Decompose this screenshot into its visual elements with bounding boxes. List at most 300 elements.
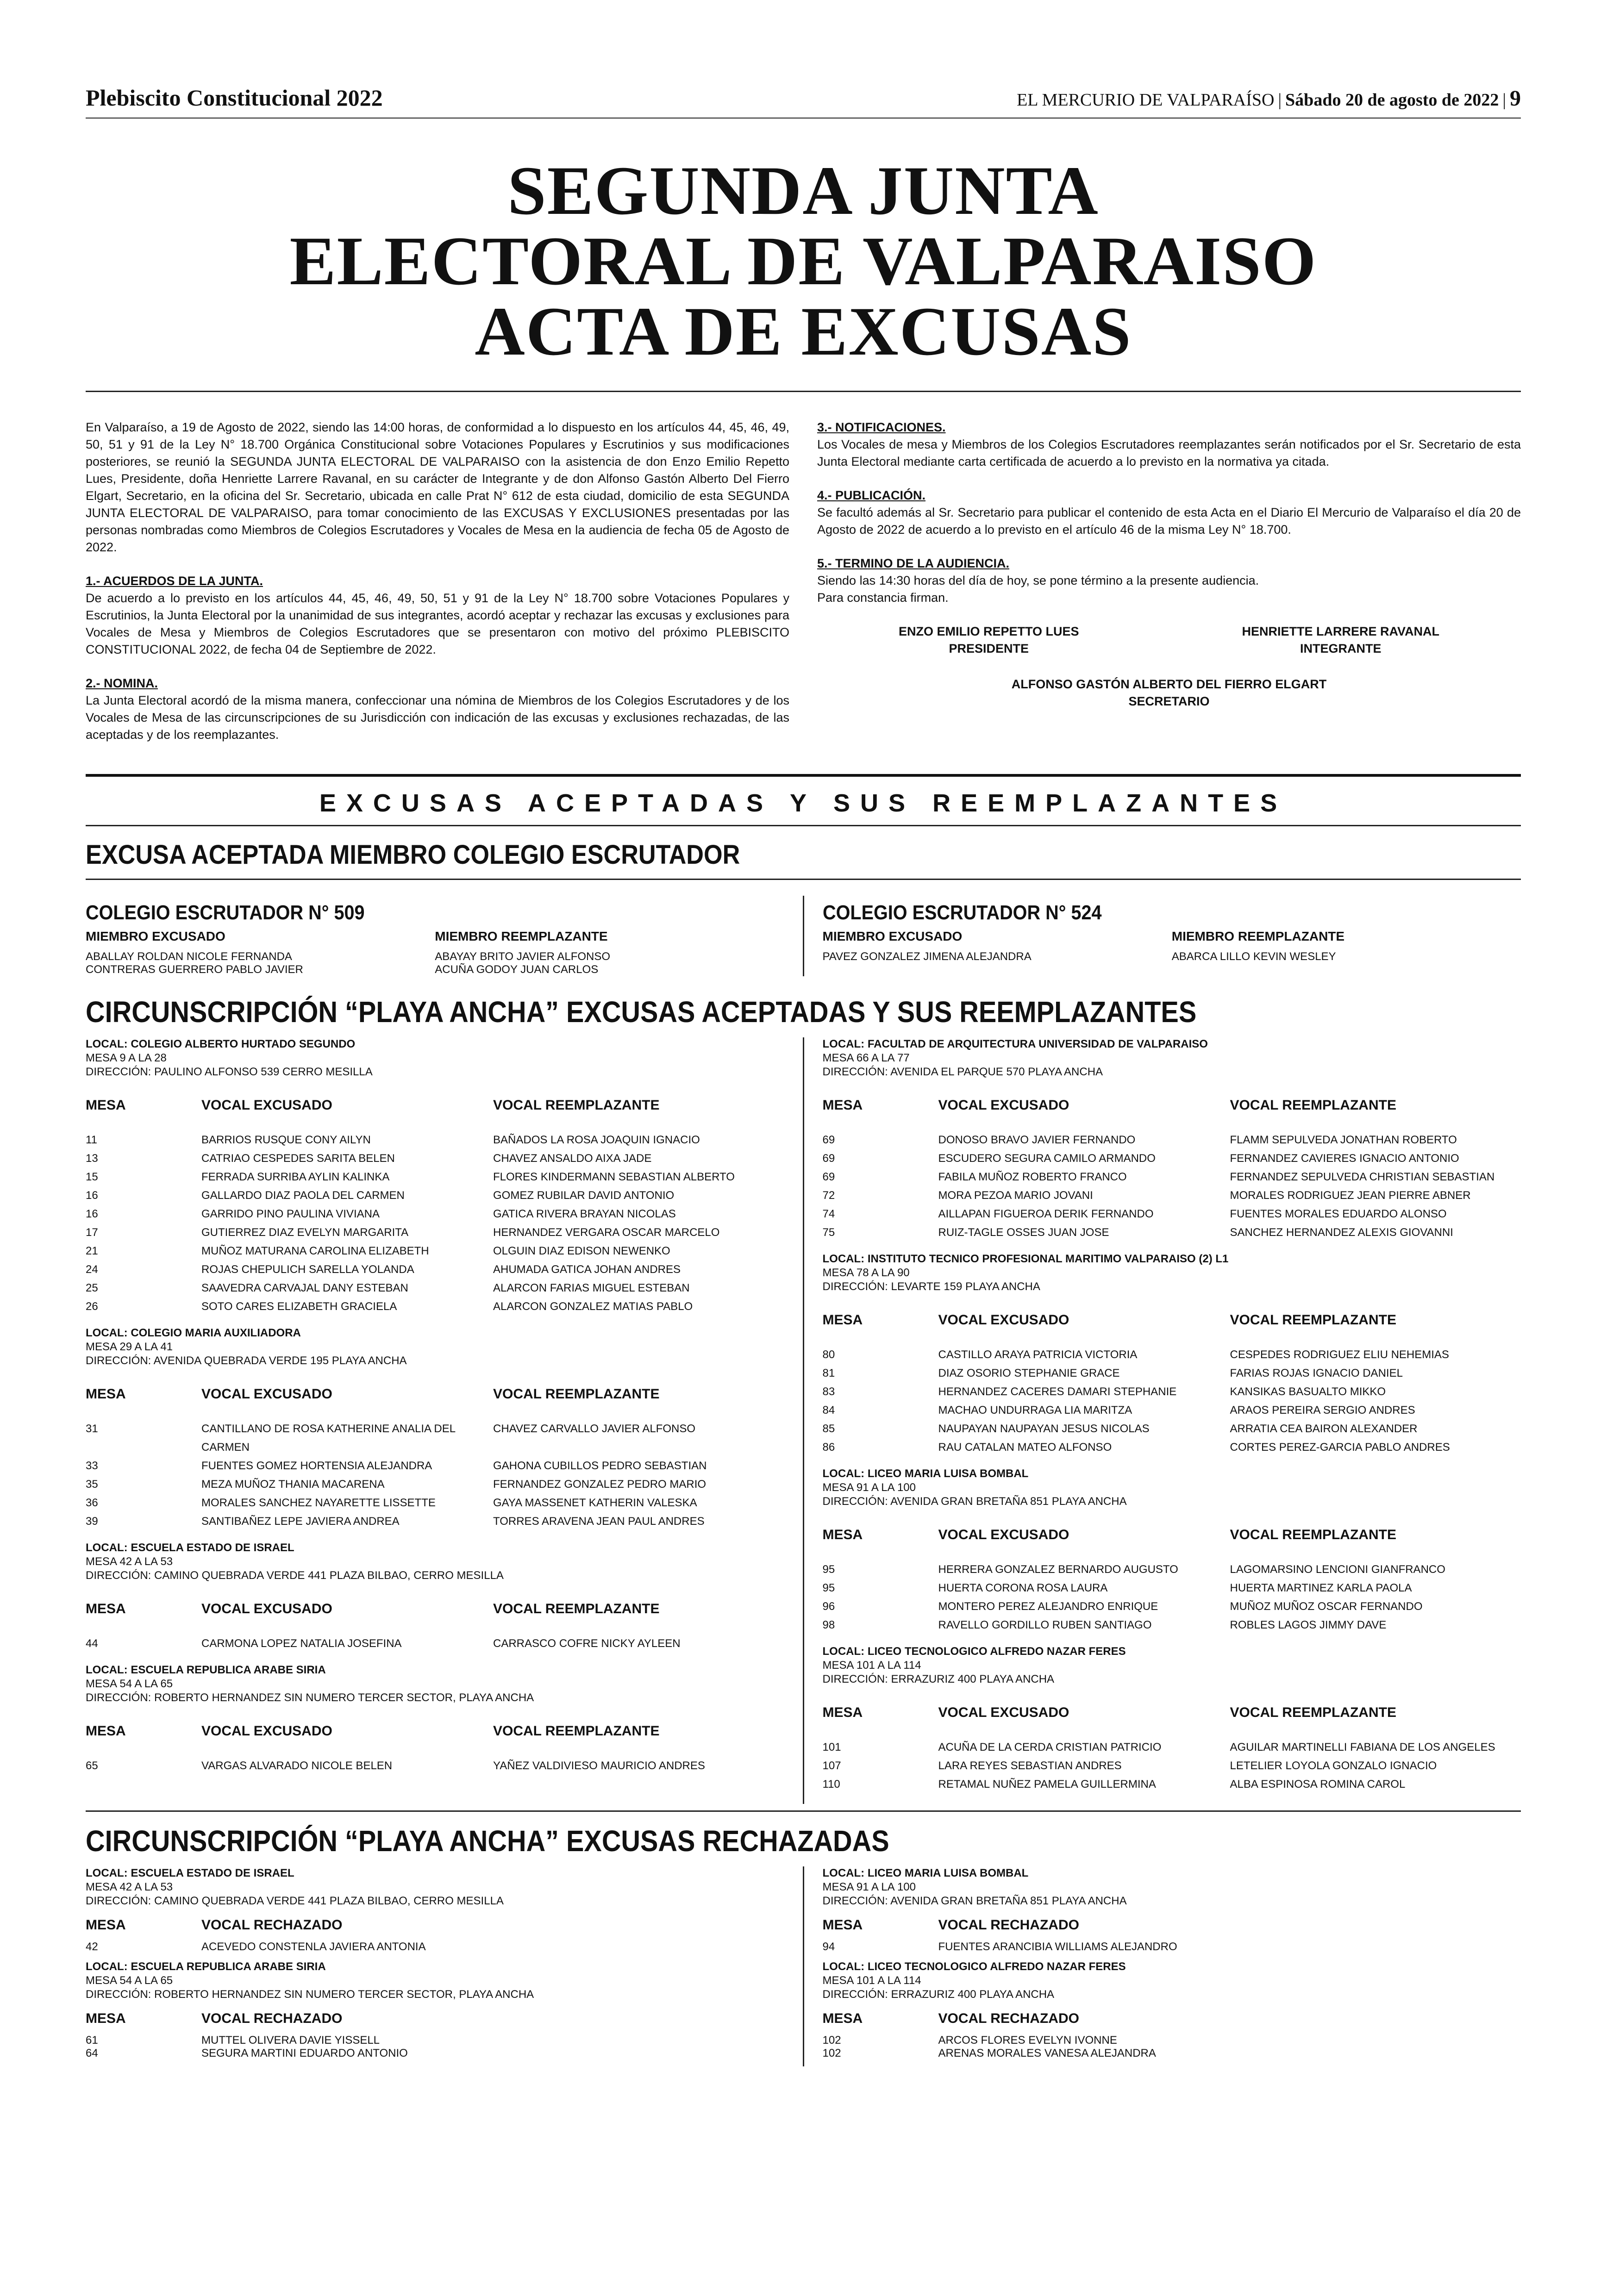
signature-integrante (1242, 623, 1440, 657)
table-row (823, 1579, 1521, 1597)
mesa-number: 69 (822, 1134, 835, 1146)
mesa-range: MESA 101 A LA 114 (822, 1974, 921, 1987)
nomina-text: La Junta Electoral acordó de la misma manera, confeccionar una nómina de Miembros de los Colegios Escrutadores y de los Vocales de Mesa de las circunscripciones de su Jurisdicción con indicación de las excusas y exclusiones rechazadas, de las aceptadas y de los reemplazantes. (86, 693, 789, 742)
vocal-excusado: ACUÑA DE LA CERDA CRISTIAN PATRICIO (938, 1741, 1162, 1753)
vocal-reemplazante: FERNANDEZ SEPULVEDA CHRISTIAN SEBASTIAN (1230, 1171, 1495, 1183)
table-row (86, 1242, 784, 1260)
signature-secretario (817, 676, 1521, 710)
mesa-number: 44 (86, 1637, 98, 1650)
local-name: LOCAL: ESCUELA REPUBLICA ARABE SIRIA (86, 1960, 326, 1973)
intro-paragraph: En Valparaíso, a 19 de Agosto de 2022, siendo las 14:00 horas, de conformidad a lo dispuesto en los artículos 44, 45, 46, 49, 50, 51 y 91 de la Ley N° 18.700 Orgánica Constitucional sobre Votaciones Populares y Escrutinios y sus modificaciones posteriores, se reunió la SEGUNDA JUNTA ELECTORAL DE VALPARAISO con la asistencia de don Enzo Emilio Repetto Lues, Presidente, doña Henriette Larrere Ravanal, en su carácter de Integrante y de don Alfonso Gastón Alberto Del Fierro Elgart, Secretario, en la oficina del Sr. Secretario, ubicada en calle Prat N° 612 de esta ciudad, domicilio de esta SEGUNDA JUNTA ELECTORAL DE VALPARAISO, para tomar conocimiento de las EXCUSAS Y EXCLUSIONES presentadas por las personas nombradas como Miembros de Colegios Escrutadores y Vocales de Mesa en la audiencia de fecha 05 de Agosto de 2022. (86, 420, 789, 554)
vocal-reemplazante: GATICA RIVERA BRAYAN NICOLAS (493, 1208, 676, 1220)
local-name: LOCAL: ESCUELA ESTADO DE ISRAEL (86, 1541, 294, 1554)
header-mesa: MESA (86, 1601, 126, 1616)
colegio-row (86, 963, 784, 976)
table-row (823, 1560, 1521, 1579)
table-row (823, 1616, 1521, 1635)
table-row (86, 1186, 784, 1205)
mesa-number: 26 (86, 1300, 98, 1313)
local-name: LOCAL: LICEO MARIA LUISA BOMBAL (822, 1467, 1029, 1480)
colegio-section-title: EXCUSA ACEPTADA MIEMBRO COLEGIO ESCRUTADOR (86, 840, 740, 870)
mesa-range: MESA 91 A LA 100 (822, 1481, 916, 1494)
header-rechazado: VOCAL RECHAZADO (201, 1917, 343, 1933)
vocal-reemplazante: KANSIKAS BASUALTO MIKKO (1230, 1385, 1386, 1398)
table-row (86, 1635, 784, 1653)
header-mesa: MESA (86, 1723, 126, 1739)
mesa-number: 35 (86, 1478, 98, 1491)
termino-paragraph (817, 555, 1521, 606)
colegio-title: COLEGIO ESCRUTADOR N° 524 (822, 901, 1102, 924)
mesa-number: 95 (822, 1563, 835, 1576)
header-reemplazante: VOCAL REEMPLAZANTE (1230, 1312, 1396, 1328)
local-name: LOCAL: FACULTAD DE ARQUITECTURA UNIVERSIDAD DE VALPARAISO (822, 1038, 1208, 1050)
label-reemplazante: MIEMBRO REEMPLAZANTE (435, 929, 608, 943)
mesa-range: MESA 54 A LA 65 (86, 1974, 173, 1987)
signer-role: INTEGRANTE (1300, 642, 1382, 655)
table-row (823, 1131, 1521, 1149)
newspaper-page (86, 83, 1521, 2066)
vocal-rechazado: ARENAS MORALES VANESA ALEJANDRA (938, 2047, 1156, 2059)
acuerdos-paragraph (86, 573, 789, 658)
table-header (86, 1601, 784, 1617)
header-rechazado: VOCAL RECHAZADO (201, 2011, 343, 2026)
vocal-reemplazante: LAGOMARSINO LENCIONI GIANFRANCO (1230, 1563, 1445, 1576)
vocal-excusado: FUENTES GOMEZ HORTENSIA ALEJANDRA (201, 1460, 432, 1472)
mesa-number: 17 (86, 1226, 98, 1239)
mesa-number: 98 (822, 1619, 835, 1631)
table-row (86, 1940, 784, 1953)
table-row (86, 1457, 784, 1475)
table-header (823, 1527, 1521, 1543)
reemplazante-name: ABAYAY BRITO JAVIER ALFONSO (435, 950, 611, 963)
rechazadas-section-title: CIRCUNSCRIPCIÓN “PLAYA ANCHA” EXCUSAS RECHAZADAS (86, 1824, 889, 1858)
table-row (86, 1205, 784, 1223)
header-excusado: VOCAL EXCUSADO (938, 1312, 1069, 1328)
vocal-excusado: FERRADA SURRIBA AYLIN KALINKA (201, 1171, 390, 1183)
header-mesa: MESA (86, 1386, 126, 1402)
vocal-excusado: VARGAS ALVARADO NICOLE BELEN (201, 1759, 393, 1772)
table-row (823, 1420, 1521, 1438)
aceptadas-right-column (803, 1037, 1521, 1804)
table-row (823, 1186, 1521, 1205)
page-title (86, 152, 1521, 370)
vocal-excusado: MUÑOZ MATURANA CAROLINA ELIZABETH (201, 1245, 429, 1257)
termino-text: Siendo las 14:30 horas del día de hoy, se pone término a la presente audiencia. (817, 574, 1259, 587)
mesa-number: 64 (86, 2047, 98, 2059)
mesa-range: MESA 54 A LA 65 (86, 1678, 173, 1690)
section-name: Plebiscito Constitucional 2022 (86, 85, 383, 111)
table-row (823, 1757, 1521, 1775)
vocal-excusado: CANTILLANO DE ROSA KATHERINE ANALIA DEL CARMEN (201, 1423, 456, 1454)
notificaciones-text: Los Vocales de mesa y Miembros de los Colegios Escrutadores reemplazantes serán notificados por el Sr. Secretario de esta Junta Electoral mediante carta certificada de acuerdo a lo previsto en la normativa ya citada. (817, 437, 1521, 468)
header-excusado: VOCAL EXCUSADO (201, 1601, 332, 1616)
mesa-range: MESA 29 A LA 41 (86, 1341, 173, 1353)
mesa-number: 65 (86, 1759, 98, 1772)
vocal-reemplazante: LETELIER LOYOLA GONZALO IGNACIO (1230, 1759, 1437, 1772)
local-address: DIRECCIÓN: CAMINO QUEBRADA VERDE 441 PLAZA BILBAO, CERRO MESILLA (86, 1895, 504, 1907)
header-reemplazante: VOCAL REEMPLAZANTE (493, 1386, 660, 1402)
vocal-reemplazante: FLAMM SEPULVEDA JONATHAN ROBERTO (1230, 1134, 1457, 1146)
table-row (86, 1279, 784, 1298)
publicacion-paragraph (817, 487, 1521, 538)
header-excusado: VOCAL EXCUSADO (938, 1098, 1069, 1113)
divider (86, 391, 1521, 392)
table-row (823, 1597, 1521, 1616)
local-block (86, 1866, 784, 1953)
mesa-number: 107 (822, 1759, 841, 1772)
local-block (86, 1037, 784, 1316)
vocal-reemplazante: CESPEDES RODRIGUEZ ELIU NEHEMIAS (1230, 1348, 1449, 1361)
vocal-excusado: MORA PEZOA MARIO JOVANI (938, 1189, 1093, 1202)
header-excusado: VOCAL EXCUSADO (938, 1705, 1069, 1720)
local-block (823, 1960, 1521, 2060)
local-block (823, 1252, 1521, 1457)
table-row (823, 1346, 1521, 1364)
vocal-excusado: CATRIAO CESPEDES SARITA BELEN (201, 1152, 395, 1165)
table-row (86, 2047, 784, 2060)
mesa-number: 75 (822, 1226, 835, 1239)
table-row (823, 1401, 1521, 1420)
mesa-range: MESA 42 A LA 53 (86, 1881, 173, 1893)
excusado-name: PAVEZ GONZALEZ JIMENA ALEJANDRA (822, 950, 1032, 963)
local-name: LOCAL: LICEO TECNOLOGICO ALFREDO NAZAR FERES (822, 1960, 1126, 1973)
colegios-block (86, 896, 1521, 976)
mesa-number: 61 (86, 2034, 98, 2046)
table-header (823, 1312, 1521, 1328)
mesa-number: 110 (822, 1778, 840, 1791)
header-mesa: MESA (86, 2011, 126, 2026)
label-excusado: MIEMBRO EXCUSADO (86, 929, 225, 943)
vocal-excusado: SANTIBAÑEZ LEPE JAVIERA ANDREA (201, 1515, 400, 1528)
excusado-name: ABALLAY ROLDAN NICOLE FERNANDA (86, 950, 292, 963)
mesa-number: 95 (822, 1582, 835, 1594)
table-row (823, 1775, 1521, 1794)
header-mesa: MESA (822, 1098, 863, 1113)
table-header (823, 2011, 1521, 2027)
aceptadas-left-column (86, 1037, 803, 1804)
mesa-number: 102 (822, 2034, 841, 2046)
vocal-reemplazante: HERNANDEZ VERGARA OSCAR MARCELO (493, 1226, 720, 1239)
table-header (86, 1917, 784, 1933)
table-row (823, 1438, 1521, 1457)
signer-role: SECRETARIO (1128, 694, 1210, 708)
vocal-reemplazante: ROBLES LAGOS JIMMY DAVE (1230, 1619, 1387, 1631)
header-mesa: MESA (822, 1312, 863, 1328)
table-row (86, 1260, 784, 1279)
vocal-reemplazante: FERNANDEZ GONZALEZ PEDRO MARIO (493, 1478, 707, 1491)
acuerdos-text: De acuerdo a lo previsto en los artículos 44, 45, 46, 49, 50, 51 y 91 de la Ley N° 18.700 sobre Votaciones Populares y Escrutinios, la Junta Electoral por la unanimidad de sus integrantes, acordó aceptar y rechazar las excusas y exclusiones para Vocales de Mesa y Miembros de Colegios Escrutadores que se presentaron con motivo del próximo PLEBISCITO CONSTITUCIONAL 2022, de fecha 04 de Septiembre de 2022. (86, 591, 789, 656)
mesa-number: 72 (822, 1189, 835, 1202)
header-excusado: VOCAL EXCUSADO (201, 1386, 332, 1402)
mesa-number: 39 (86, 1515, 98, 1528)
title-line-1: SEGUNDA JUNTA (507, 152, 1099, 229)
mesa-range: MESA 78 A LA 90 (822, 1267, 910, 1279)
vocal-excusado: NAUPAYAN NAUPAYAN JESUS NICOLAS (938, 1423, 1150, 1435)
table-row (823, 1149, 1521, 1168)
vocal-excusado: DONOSO BRAVO JAVIER FERNANDO (938, 1134, 1136, 1146)
local-address: DIRECCIÓN: AVENIDA QUEBRADA VERDE 195 PLAYA ANCHA (86, 1354, 407, 1367)
mesa-number: 81 (822, 1367, 835, 1379)
divider (86, 825, 1521, 826)
local-address: DIRECCIÓN: ROBERTO HERNANDEZ SIN NUMERO TERCER SECTOR, PLAYA ANCHA (86, 1988, 534, 2001)
label-excusado: MIEMBRO EXCUSADO (822, 929, 963, 943)
colegio-labels (86, 929, 784, 944)
divider (86, 774, 1521, 777)
divider (86, 1810, 1521, 1812)
table-row (823, 1940, 1521, 1953)
local-address: DIRECCIÓN: ERRAZURIZ 400 PLAYA ANCHA (822, 1673, 1055, 1685)
mesa-number: 25 (86, 1282, 98, 1294)
vocal-excusado: SOTO CARES ELIZABETH GRACIELA (201, 1300, 397, 1313)
vocal-reemplazante: MUÑOZ MUÑOZ OSCAR FERNANDO (1230, 1600, 1423, 1613)
rechazadas-block (86, 1866, 1521, 2066)
mesa-number: 74 (822, 1208, 835, 1220)
header-reemplazante: VOCAL REEMPLAZANTE (493, 1723, 660, 1739)
label-reemplazante: MIEMBRO REEMPLAZANTE (1171, 929, 1345, 943)
vocal-excusado: RUIZ-TAGLE OSSES JUAN JOSE (938, 1226, 1109, 1239)
header-mesa: MESA (822, 1917, 863, 1933)
table-header (86, 2011, 784, 2027)
mesa-number: 101 (822, 1741, 841, 1753)
local-address: DIRECCIÓN: AVENIDA GRAN BRETAÑA 851 PLAYA ANCHA (822, 1895, 1127, 1907)
aceptadas-section-title: CIRCUNSCRIPCIÓN “PLAYA ANCHA” EXCUSAS ACEPTADAS Y SUS REEMPLAZANTES (86, 995, 1197, 1029)
mesa-number: 16 (86, 1189, 98, 1202)
vocal-rechazado: ARCOS FLORES EVELYN IVONNE (938, 2034, 1117, 2046)
header-rechazado: VOCAL RECHAZADO (938, 2011, 1079, 2026)
mesa-number: 16 (86, 1208, 98, 1220)
vocal-reemplazante: GAHONA CUBILLOS PEDRO SEBASTIAN (493, 1460, 707, 1472)
colegio-509 (86, 896, 803, 976)
constancia-text: Para constancia firman. (817, 591, 949, 605)
local-name: LOCAL: LICEO MARIA LUISA BOMBAL (822, 1867, 1029, 1879)
header-mesa: MESA (822, 2011, 863, 2026)
vocal-reemplazante: BAÑADOS LA ROSA JOAQUIN IGNACIO (493, 1134, 700, 1146)
local-name: LOCAL: ESCUELA REPUBLICA ARABE SIRIA (86, 1664, 326, 1676)
table-row (86, 1149, 784, 1168)
issue-date: Sábado 20 de agosto de 2022 (1285, 90, 1499, 110)
local-address: DIRECCIÓN: CAMINO QUEBRADA VERDE 441 PLAZA BILBAO, CERRO MESILLA (86, 1569, 504, 1582)
header-mesa: MESA (822, 1705, 863, 1720)
table-row (86, 1298, 784, 1316)
publicacion-heading: 4.- PUBLICACIÓN. (817, 488, 926, 502)
vocal-excusado: SAAVEDRA CARVAJAL DANY ESTEBAN (201, 1282, 408, 1294)
termino-heading: 5.- TERMINO DE LA AUDIENCIA. (817, 556, 1010, 570)
local-block (86, 1663, 784, 1775)
vocal-excusado: GALLARDO DIAZ PAOLA DEL CARMEN (201, 1189, 405, 1202)
mesa-number: 80 (822, 1348, 835, 1361)
signer-role: PRESIDENTE (949, 642, 1029, 655)
vocal-reemplazante: FARIAS ROJAS IGNACIO DANIEL (1230, 1367, 1403, 1379)
vocal-reemplazante: ARRATIA CEA BAIRON ALEXANDER (1230, 1423, 1418, 1435)
local-block (86, 1541, 784, 1653)
colegio-title: COLEGIO ESCRUTADOR N° 509 (86, 901, 365, 924)
mesa-number: 86 (822, 1441, 835, 1454)
table-header (823, 1917, 1521, 1933)
section-banner: EXCUSAS ACEPTADAS Y SUS REEMPLAZANTES (319, 789, 1288, 817)
mesa-number: 24 (86, 1263, 98, 1276)
table-row (823, 1168, 1521, 1186)
mesa-number: 69 (822, 1171, 835, 1183)
vocal-reemplazante: ALARCON GONZALEZ MATIAS PABLO (493, 1300, 693, 1313)
local-address: DIRECCIÓN: PAULINO ALFONSO 539 CERRO MESILLA (86, 1066, 373, 1078)
local-block (823, 1467, 1521, 1635)
local-address: DIRECCIÓN: ROBERTO HERNANDEZ SIN NUMERO TERCER SECTOR, PLAYA ANCHA (86, 1691, 534, 1704)
header-mesa: MESA (86, 1098, 126, 1113)
table-row (823, 1223, 1521, 1242)
vocal-excusado: ESCUDERO SEGURA CAMILO ARMANDO (938, 1152, 1156, 1165)
vocal-rechazado: MUTTEL OLIVERA DAVIE YISSELL (201, 2034, 380, 2046)
vocal-reemplazante: OLGUIN DIAZ EDISON NEWENKO (493, 1245, 670, 1257)
vocal-rechazado: SEGURA MARTINI EDUARDO ANTONIO (201, 2047, 408, 2059)
header-reemplazante: VOCAL REEMPLAZANTE (1230, 1098, 1396, 1113)
mesa-number: 31 (86, 1423, 98, 1435)
vocal-rechazado: ACEVEDO CONSTENLA JAVIERA ANTONIA (201, 1940, 426, 1953)
table-row (86, 1168, 784, 1186)
notificaciones-heading: 3.- NOTIFICACIONES. (817, 420, 946, 434)
mesa-range: MESA 42 A LA 53 (86, 1555, 173, 1568)
local-block (86, 1960, 784, 2060)
mesa-number: 102 (822, 2047, 841, 2059)
vocal-excusado: ROJAS CHEPULICH SARELLA YOLANDA (201, 1263, 414, 1276)
vocal-excusado: GUTIERREZ DIAZ EVELYN MARGARITA (201, 1226, 409, 1239)
header-reemplazante: VOCAL REEMPLAZANTE (493, 1601, 660, 1616)
reemplazante-name: ACUÑA GODOY JUAN CARLOS (435, 963, 599, 976)
header-rechazado: VOCAL RECHAZADO (938, 1917, 1079, 1933)
page-number: 9 (1510, 86, 1521, 111)
local-address: DIRECCIÓN: AVENIDA GRAN BRETAÑA 851 PLAYA ANCHA (822, 1495, 1127, 1508)
vocal-excusado: RAU CATALAN MATEO ALFONSO (938, 1441, 1112, 1454)
notificaciones-paragraph (817, 419, 1521, 470)
vocal-reemplazante: CHAVEZ ANSALDO AIXA JADE (493, 1152, 652, 1165)
vocal-excusado: RAVELLO GORDILLO RUBEN SANTIAGO (938, 1619, 1152, 1631)
mesa-range: MESA 101 A LA 114 (822, 1659, 921, 1672)
vocal-reemplazante: HUERTA MARTINEZ KARLA PAOLA (1230, 1582, 1412, 1594)
colegio-524 (803, 896, 1521, 976)
mesa-number: 42 (86, 1940, 98, 1953)
colegio-row (86, 950, 784, 963)
mesa-number: 15 (86, 1171, 98, 1183)
vocal-reemplazante: SANCHEZ HERNANDEZ ALEXIS GIOVANNI (1230, 1226, 1453, 1239)
local-block (86, 1326, 784, 1531)
table-row (823, 2034, 1521, 2047)
table-row (86, 2034, 784, 2047)
signer-name: ALFONSO GASTÓN ALBERTO DEL FIERRO ELGART (1011, 677, 1327, 691)
vocal-excusado: DIAZ OSORIO STEPHANIE GRACE (938, 1367, 1120, 1379)
table-row (823, 1205, 1521, 1223)
masthead-date: EL MERCURIO DE VALPARAÍSO | Sábado 20 de agosto de 2022 | 9 (1017, 86, 1521, 111)
vocal-reemplazante: AHUMADA GATICA JOHAN ANDRES (493, 1263, 681, 1276)
table-row (823, 2047, 1521, 2060)
table-row (823, 1383, 1521, 1401)
mesa-number: 83 (822, 1385, 835, 1398)
table-row (86, 1131, 784, 1149)
local-block (823, 1866, 1521, 1953)
vocal-excusado: MONTERO PEREZ ALEJANDRO ENRIQUE (938, 1600, 1158, 1613)
table-header (823, 1098, 1521, 1113)
local-address: DIRECCIÓN: LEVARTE 159 PLAYA ANCHA (822, 1280, 1040, 1293)
signatures-row (817, 623, 1521, 657)
colegio-row (823, 950, 1521, 963)
vocal-reemplazante: FERNANDEZ CAVIERES IGNACIO ANTONIO (1230, 1152, 1459, 1165)
vocal-reemplazante: CHAVEZ CARVALLO JAVIER ALFONSO (493, 1423, 696, 1435)
local-name: LOCAL: LICEO TECNOLOGICO ALFREDO NAZAR FERES (822, 1645, 1126, 1658)
vocal-reemplazante: TORRES ARAVENA JEAN PAUL ANDRES (493, 1515, 705, 1528)
mesa-number: 13 (86, 1152, 98, 1165)
colegio-labels (823, 929, 1521, 944)
title-line-2: ELECTORAL DE VALPARAISO (289, 223, 1317, 299)
local-name: LOCAL: COLEGIO ALBERTO HURTADO SEGUNDO (86, 1038, 356, 1050)
newspaper-name: EL MERCURIO DE VALPARAÍSO (1017, 90, 1275, 110)
vocal-excusado: RETAMAL NUÑEZ PAMELA GUILLERMINA (938, 1778, 1156, 1791)
vocal-excusado: GARRIDO PINO PAULINA VIVIANA (201, 1208, 380, 1220)
vocal-reemplazante: CARRASCO COFRE NICKY AYLEEN (493, 1637, 681, 1650)
aceptadas-block (86, 1037, 1521, 1804)
local-name: LOCAL: INSTITUTO TECNICO PROFESIONAL MARITIMO VALPARAISO (2) L1 (822, 1253, 1229, 1265)
vocal-reemplazante: FLORES KINDERMANN SEBASTIAN ALBERTO (493, 1171, 735, 1183)
vocal-reemplazante: ALARCON FARIAS MIGUEL ESTEBAN (493, 1282, 690, 1294)
nomina-heading: 2.- NOMINA. (86, 676, 158, 690)
table-row (823, 1738, 1521, 1757)
local-name: LOCAL: COLEGIO MARIA AUXILIADORA (86, 1327, 301, 1339)
mesa-number: 96 (822, 1600, 835, 1613)
mesa-number: 11 (86, 1134, 97, 1146)
table-header (86, 1723, 784, 1739)
local-address: DIRECCIÓN: ERRAZURIZ 400 PLAYA ANCHA (822, 1988, 1055, 2001)
table-row (86, 1475, 784, 1494)
vocal-excusado: MACHAO UNDURRAGA LIA MARITZA (938, 1404, 1132, 1416)
title-line-3: ACTA DE EXCUSAS (475, 293, 1132, 370)
mesa-number: 84 (822, 1404, 835, 1416)
local-name: LOCAL: ESCUELA ESTADO DE ISRAEL (86, 1867, 294, 1879)
rechazadas-left-column (86, 1866, 803, 2066)
vocal-rechazado: FUENTES ARANCIBIA WILLIAMS ALEJANDRO (938, 1940, 1177, 1953)
mesa-number: 21 (86, 1245, 98, 1257)
vocal-reemplazante: ARAOS PEREIRA SERGIO ANDRES (1230, 1404, 1415, 1416)
vocal-excusado: CASTILLO ARAYA PATRICIA VICTORIA (938, 1348, 1138, 1361)
vocal-excusado: HERRERA GONZALEZ BERNARDO AUGUSTO (938, 1563, 1178, 1576)
mesa-number: 33 (86, 1460, 98, 1472)
reemplazante-name: ABARCA LILLO KEVIN WESLEY (1171, 950, 1336, 963)
table-row (86, 1420, 784, 1457)
vocal-reemplazante: YAÑEZ VALDIVIESO MAURICIO ANDRES (493, 1759, 705, 1772)
table-row (86, 1223, 784, 1242)
mesa-range: MESA 9 A LA 28 (86, 1052, 167, 1064)
vocal-reemplazante: MORALES RODRIGUEZ JEAN PIERRE ABNER (1230, 1189, 1471, 1202)
local-block (823, 1037, 1521, 1242)
vocal-excusado: FABILA MUÑOZ ROBERTO FRANCO (938, 1171, 1127, 1183)
rechazadas-right-column (803, 1866, 1521, 2066)
acta-right-column (817, 419, 1521, 760)
signer-name: ENZO EMILIO REPETTO LUES (898, 624, 1079, 638)
vocal-excusado: MEZA MUÑOZ THANIA MACARENA (201, 1478, 385, 1491)
signer-name: HENRIETTE LARRERE RAVANAL (1242, 624, 1440, 638)
vocal-excusado: CARMONA LOPEZ NATALIA JOSEFINA (201, 1637, 402, 1650)
nomina-paragraph (86, 675, 789, 743)
vocal-excusado: LARA REYES SEBASTIAN ANDRES (938, 1759, 1122, 1772)
vocal-reemplazante: ALBA ESPINOSA ROMINA CAROL (1230, 1778, 1406, 1791)
mesa-number: 36 (86, 1497, 98, 1509)
signature-presidente (899, 623, 1079, 657)
header-excusado: VOCAL EXCUSADO (201, 1723, 332, 1739)
table-header (86, 1386, 784, 1402)
header-mesa: MESA (822, 1527, 863, 1542)
header-excusado: VOCAL EXCUSADO (201, 1098, 332, 1113)
header-mesa: MESA (86, 1917, 126, 1933)
header-reemplazante: VOCAL REEMPLAZANTE (1230, 1527, 1396, 1542)
header-reemplazante: VOCAL REEMPLAZANTE (1230, 1705, 1396, 1720)
divider (86, 879, 1521, 880)
mesa-number: 69 (822, 1152, 835, 1165)
